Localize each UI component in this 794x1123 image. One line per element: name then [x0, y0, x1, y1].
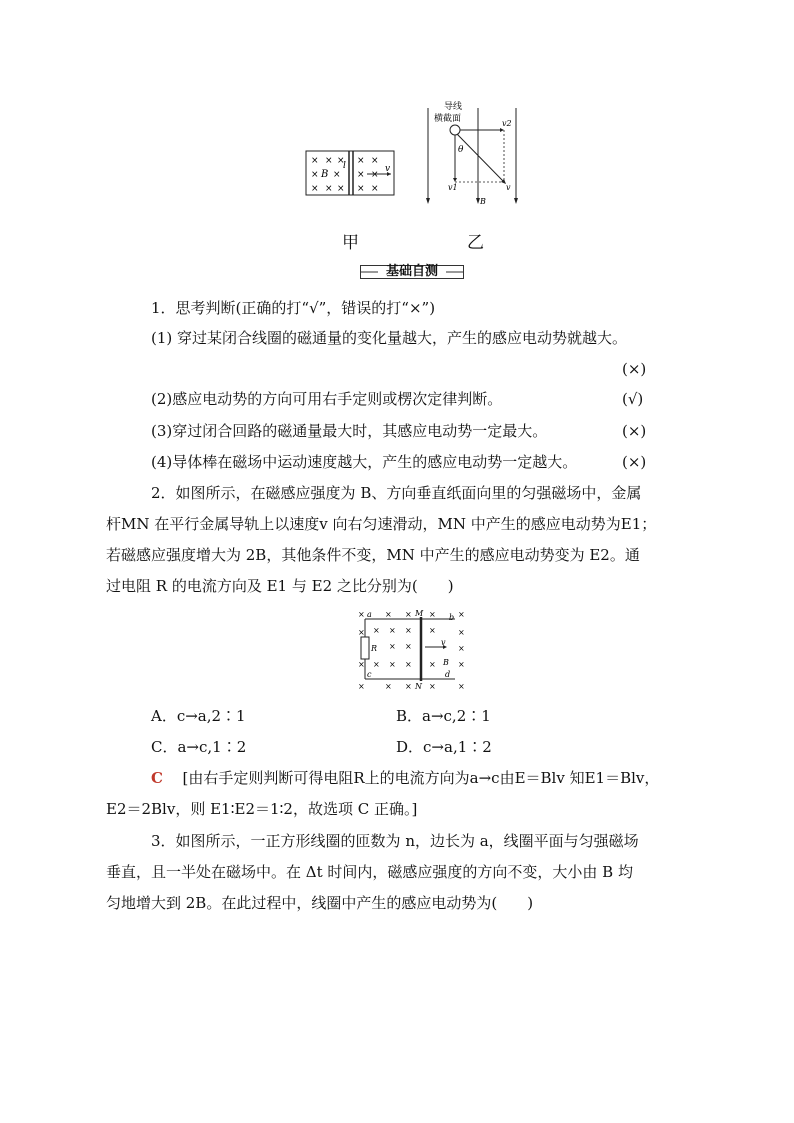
q2-option-d: D．c→a,1∶2	[396, 738, 492, 756]
svg-text:×: ×	[311, 170, 319, 180]
q3-line-3: 匀地增大到 2B。在此过程中，线圈中产生的感应电动势为( )	[106, 894, 534, 912]
jia-cross: ×	[311, 156, 319, 166]
q2-answer-text: [由右手定则判断可得电阻R上的电流方向为a→c由E＝Blv 知E1＝Blv，	[182, 769, 660, 787]
svg-text:B: B	[480, 197, 486, 206]
q2-option-c: C．a→c,1∶2	[151, 738, 247, 756]
svg-text:×: ×	[389, 660, 396, 669]
q1-item-3-mark: (×)	[622, 422, 647, 440]
figure-jia	[305, 150, 397, 198]
svg-text:×: ×	[405, 626, 412, 635]
svg-text:×: ×	[371, 184, 379, 194]
q2-option-a: A．c→a,2∶1	[151, 707, 246, 725]
section-banner-title: 基础自测	[385, 264, 438, 279]
svg-text:×: ×	[405, 682, 412, 691]
q1-item-1-mark: (×)	[622, 360, 647, 378]
q2-answer-line-1	[151, 768, 659, 788]
q2-figure	[355, 607, 470, 692]
q2-answer-letter: C	[151, 769, 163, 787]
svg-text:v: v	[385, 164, 391, 174]
q2-line-4: 过电阻 R 的电流方向及 E1 与 E2 之比分别为( )	[106, 577, 454, 595]
svg-text:×: ×	[458, 682, 465, 691]
svg-text:×: ×	[373, 626, 380, 635]
q1-item-4: (4)导体棒在磁场中运动速度越大，产生的感应电动势一定越大。	[151, 453, 578, 471]
svg-text:d: d	[445, 670, 451, 679]
svg-text:×: ×	[325, 156, 333, 166]
svg-text:v2: v2	[502, 119, 512, 128]
svg-text:×: ×	[458, 610, 465, 619]
svg-text:×: ×	[371, 170, 379, 180]
q1-item-2: (2)感应电动势的方向可用右手定则或楞次定律判断。	[151, 390, 503, 408]
svg-text:×: ×	[429, 626, 436, 635]
svg-text:a: a	[367, 610, 372, 619]
wire-cross-section	[450, 125, 460, 135]
svg-text:×: ×	[458, 644, 465, 653]
svg-text:×: ×	[357, 156, 365, 166]
svg-text:b: b	[449, 613, 455, 622]
q2-option-b: B．a→c,2∶1	[396, 707, 491, 725]
svg-text:×: ×	[325, 184, 333, 194]
q3-line-2: 垂直，且一半处在磁场中。在 Δt 时间内，磁感应强度的方向不变，大小由 B 均	[106, 863, 633, 881]
svg-text:×: ×	[405, 610, 412, 619]
svg-text:×: ×	[371, 156, 379, 166]
figure-yi-label: 乙	[467, 233, 484, 253]
svg-text:×: ×	[389, 642, 396, 651]
svg-text:×: ×	[357, 184, 365, 194]
svg-text:v1: v1	[448, 183, 458, 192]
svg-text:×: ×	[358, 682, 365, 691]
q2-line-3: 若磁感应强度增大为 2B，其他条件不变，MN 中产生的感应电动势变为 E2。通	[106, 546, 640, 564]
svg-text:v: v	[441, 638, 446, 647]
q2-answer-line-2: E2＝2Blv，则 E1∶E2＝1∶2，故选项 C 正确。]	[106, 800, 418, 818]
svg-text:×: ×	[429, 660, 436, 669]
figure-yi	[422, 100, 526, 212]
section-banner	[360, 263, 464, 281]
svg-text:×: ×	[458, 660, 465, 669]
svg-text:×: ×	[311, 184, 319, 194]
yi-label-line2: 横截面	[434, 114, 462, 124]
q1-stem: 1．思考判断(正确的打“√”，错误的打“×”)	[151, 299, 436, 317]
q1-item-4-mark: (×)	[622, 453, 647, 471]
q1-item-1: (1) 穿过某闭合线圈的磁通量的变化量越大，产生的感应电动势就越大。	[151, 329, 628, 347]
svg-text:×: ×	[357, 170, 365, 180]
q1-item-3: (3)穿过闭合回路的磁通量最大时，其感应电动势一定最大。	[151, 422, 548, 440]
svg-text:c: c	[367, 670, 372, 679]
svg-text:×: ×	[385, 682, 392, 691]
svg-text:R: R	[371, 644, 378, 653]
q3-line-1: 3．如图所示，一正方形线圈的匝数为 n，边长为 a，线圈平面与匀强磁场	[151, 832, 639, 850]
q2-line-2: 杆MN 在平行金属导轨上以速度v 向右匀速滑动，MN 中产生的感应电动势为E1；	[106, 515, 657, 533]
svg-text:N: N	[415, 682, 422, 691]
q1-item-2-mark: (√)	[622, 390, 644, 408]
svg-text:×: ×	[333, 170, 341, 180]
svg-text:×: ×	[337, 156, 345, 166]
svg-text:×: ×	[373, 660, 380, 669]
svg-text:×: ×	[337, 184, 345, 194]
svg-text:×: ×	[458, 628, 465, 637]
svg-text:v: v	[506, 183, 511, 192]
svg-text:×: ×	[389, 626, 396, 635]
svg-text:×: ×	[385, 610, 392, 619]
figure-jia-label: 甲	[342, 233, 359, 253]
yi-label-line1: 导线	[444, 102, 463, 112]
svg-text:×: ×	[358, 660, 365, 669]
svg-text:×: ×	[358, 628, 365, 637]
svg-text:×: ×	[429, 610, 436, 619]
q2-line-1: 2．如图所示，在磁感应强度为 B、方向垂直纸面向里的匀强磁场中，金属	[151, 484, 642, 502]
svg-text:×: ×	[358, 610, 365, 619]
svg-text:×: ×	[429, 682, 436, 691]
resistor-R	[361, 637, 369, 659]
jia-l-label: l	[343, 161, 346, 171]
svg-text:×: ×	[405, 642, 412, 651]
svg-text:B: B	[443, 658, 449, 667]
svg-text:M: M	[415, 609, 424, 618]
jia-B-label: B	[321, 169, 329, 180]
svg-text:×: ×	[405, 660, 412, 669]
yi-theta: θ	[458, 145, 464, 155]
